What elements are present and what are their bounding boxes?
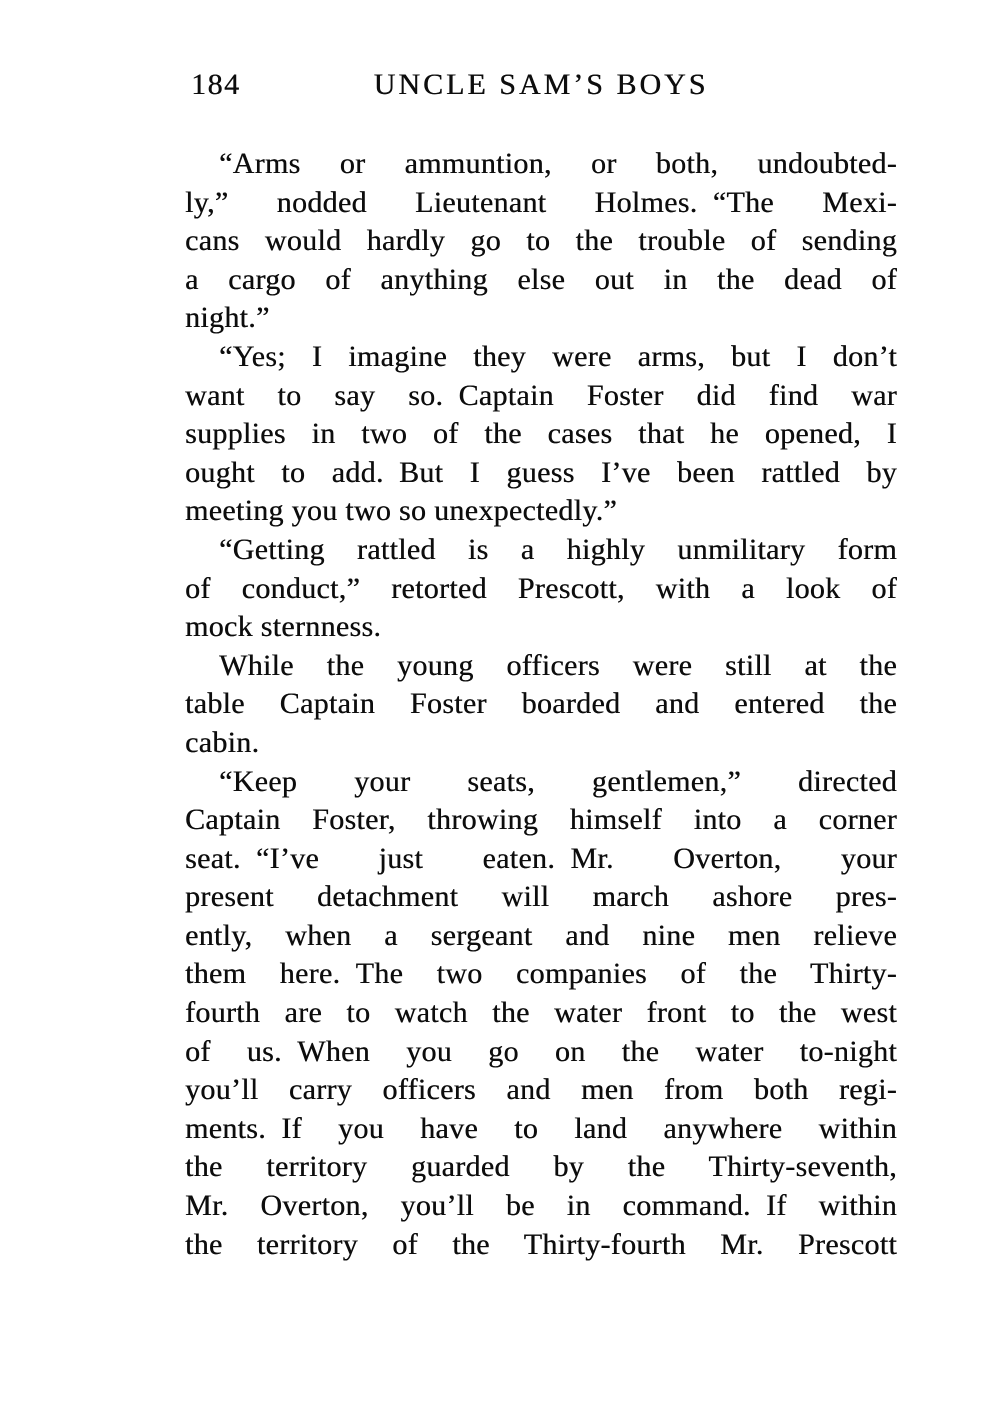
text-line: “Arms or ammuntion, or both, undoubted-: [219, 147, 897, 180]
text-line: table Captain Foster boarded and entered the: [185, 687, 897, 721]
text-line: a cargo of anything else out in the dead of: [185, 262, 897, 296]
text-line: meeting you two so unexpectedly.”: [185, 494, 618, 528]
text-line: ments. If you have to land anywhere within: [185, 1111, 897, 1145]
page-header: [185, 68, 897, 104]
text-line: “Keep your seats, gentlemen,” directed: [219, 764, 897, 798]
page-body: [185, 145, 897, 1264]
paragraph: [185, 647, 897, 763]
text-line: mock sternness.: [185, 610, 382, 644]
text-line: seat. “I’ve just eaten. Mr. Overton, your: [185, 841, 897, 875]
text-line: Captain Foster, throwing himself into a corner: [185, 803, 897, 837]
paragraph: [185, 763, 897, 1265]
text-line: cabin.: [185, 725, 260, 759]
text-line: the territory guarded by the Thirty-seventh,: [185, 1150, 897, 1184]
paragraph: [185, 531, 897, 647]
text-line: While the young officers were still at the: [219, 648, 897, 682]
text-line: want to say so. Captain Foster did find war: [185, 378, 897, 412]
page-number: 184: [191, 68, 241, 101]
paragraph: [185, 338, 897, 531]
text-line: “Getting rattled is a highly unmilitary form: [219, 532, 897, 566]
text-line: you’ll carry officers and men from both regi-: [185, 1073, 897, 1107]
paragraph: [185, 145, 897, 338]
text-line: the territory of the Thirty-fourth Mr. Prescott: [185, 1227, 897, 1261]
text-line: Mr. Overton, you’ll be in command. If within: [185, 1189, 897, 1223]
text-line: ly,” nodded Lieutenant Holmes. “The Mexi-: [185, 185, 897, 219]
running-title: UNCLE SAM’S BOYS: [373, 68, 709, 101]
text-line: night.”: [185, 301, 270, 335]
text-line: cans would hardly go to the trouble of sending: [185, 224, 897, 258]
text-line: ently, when a sergeant and nine men relieve: [185, 918, 897, 952]
text-line: of conduct,” retorted Prescott, with a look of: [185, 571, 897, 605]
text-line: fourth are to watch the water front to the west: [185, 996, 897, 1030]
text-line: of us. When you go on the water to-night: [185, 1034, 897, 1068]
text-line: ought to add. But I guess I’ve been rattled by: [185, 455, 897, 489]
text-line: present detachment will march ashore pres-: [185, 880, 897, 914]
text-line: them here. The two companies of the Thirty-: [185, 957, 897, 991]
text-line: “Yes; I imagine they were arms, but I don’t: [219, 339, 897, 373]
text-line: supplies in two of the cases that he opened, I: [185, 417, 897, 451]
